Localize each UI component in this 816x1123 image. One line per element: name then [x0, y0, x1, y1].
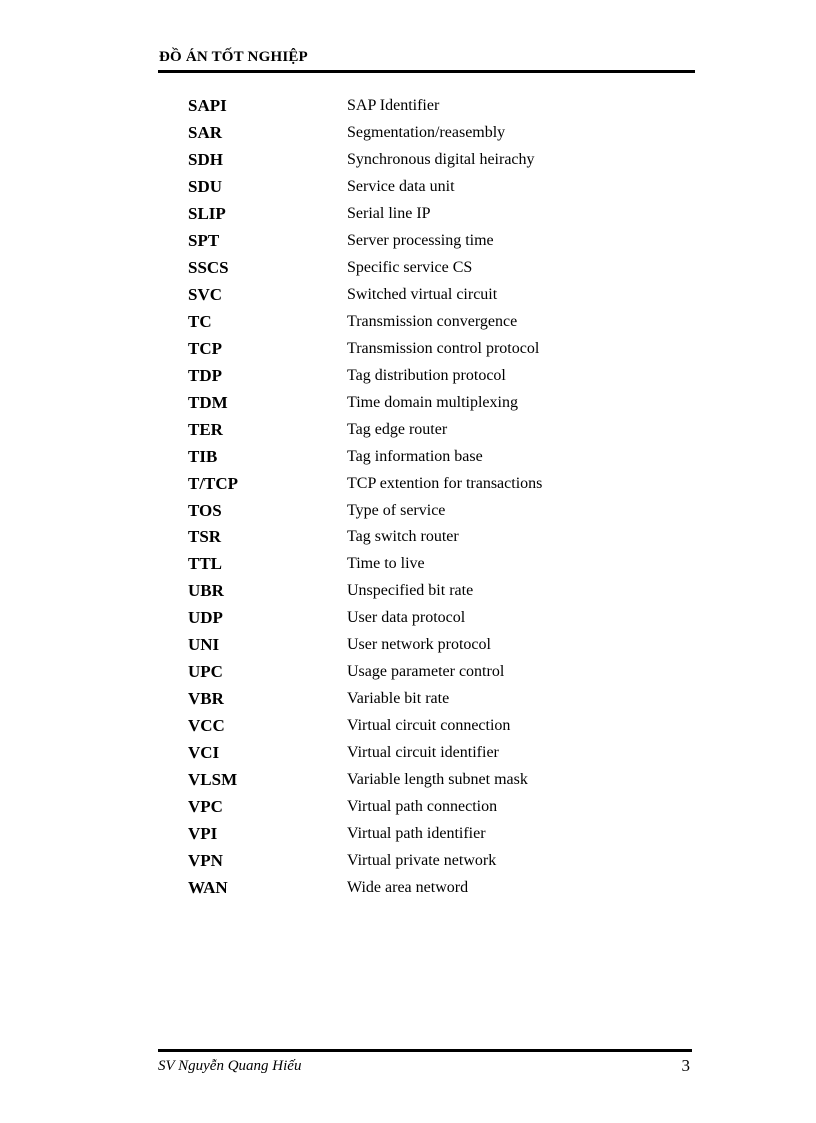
abbreviation-row [188, 632, 608, 659]
abbreviation-term: VBR [188, 689, 224, 709]
abbreviation-row [188, 686, 608, 713]
abbreviation-term: TOS [188, 500, 222, 520]
abbreviation-definition: Virtual circuit identifier [347, 743, 499, 761]
page-header [158, 48, 695, 73]
abbreviation-definition: Service data unit [347, 178, 455, 196]
abbreviation-row [188, 713, 608, 740]
abbreviation-definition: Tag edge router [347, 420, 448, 438]
abbreviation-row [188, 443, 608, 470]
abbreviation-row [188, 766, 608, 793]
abbreviation-term: SSCS [188, 258, 229, 278]
abbreviation-row [188, 389, 608, 416]
abbreviation-row [188, 120, 608, 147]
abbreviation-row [188, 255, 608, 282]
page-number: 3 [681, 1056, 690, 1075]
abbreviation-term: TTL [188, 554, 223, 574]
abbreviation-row [188, 228, 608, 255]
abbreviation-row [188, 174, 608, 201]
abbreviation-row [188, 847, 608, 874]
abbreviation-definition: Virtual path identifier [347, 824, 486, 842]
page-footer [158, 1049, 692, 1082]
abbreviation-row [188, 578, 608, 605]
abbreviation-term: SVC [188, 285, 223, 305]
abbreviation-list [188, 93, 608, 901]
abbreviation-definition: Unspecified bit rate [347, 582, 474, 600]
abbreviation-row [188, 659, 608, 686]
abbreviation-row [188, 740, 608, 767]
abbreviation-row [188, 362, 608, 389]
abbreviation-definition: Transmission control protocol [347, 339, 540, 357]
abbreviation-row [188, 335, 608, 362]
abbreviation-row [188, 416, 608, 443]
abbreviation-definition: Tag distribution protocol [347, 366, 506, 384]
abbreviation-term: WAN [188, 877, 228, 897]
abbreviation-term: TDP [188, 365, 222, 385]
abbreviation-term: TCP [188, 338, 222, 358]
abbreviation-term: VLSM [188, 769, 238, 789]
abbreviation-row [188, 605, 608, 632]
abbreviation-row [188, 309, 608, 336]
abbreviation-term: VCC [188, 716, 225, 736]
abbreviation-row [188, 282, 608, 309]
abbreviation-row [188, 551, 608, 578]
abbreviation-row [188, 93, 608, 120]
abbreviation-definition: Virtual circuit connection [347, 717, 511, 735]
abbreviation-term: UDP [188, 608, 223, 628]
header-title: ĐỒ ÁN TỐT NGHIỆP [159, 49, 308, 65]
abbreviation-definition: TCP extention for transactions [347, 474, 543, 492]
abbreviation-definition: Switched virtual circuit [347, 286, 498, 304]
abbreviation-term: SLIP [188, 204, 226, 224]
abbreviation-term: TDM [188, 392, 228, 412]
abbreviation-definition: Synchronous digital heirachy [347, 151, 535, 169]
abbreviation-definition: User data protocol [347, 609, 466, 627]
abbreviation-definition: Variable bit rate [347, 690, 450, 708]
abbreviation-definition: Specific service CS [347, 259, 473, 277]
abbreviation-term: VPN [188, 850, 223, 870]
abbreviation-definition: Time domain multiplexing [347, 393, 518, 411]
abbreviation-definition: Virtual path connection [347, 797, 498, 815]
abbreviation-definition: Time to live [347, 555, 425, 573]
abbreviation-term: SDH [188, 150, 223, 170]
abbreviation-definition: User network protocol [347, 636, 491, 654]
abbreviation-row [188, 793, 608, 820]
abbreviation-term: T/TCP [188, 473, 239, 493]
footer-author: SV Nguyễn Quang Hiếu [158, 1058, 302, 1074]
abbreviation-term: UNI [188, 635, 220, 655]
abbreviation-definition: Segmentation/reasembly [347, 124, 506, 142]
abbreviation-definition: Wide area netword [347, 878, 469, 896]
abbreviation-row [188, 497, 608, 524]
abbreviation-term: TC [188, 311, 212, 331]
abbreviation-definition: Type of service [347, 501, 446, 519]
abbreviation-row [188, 820, 608, 847]
abbreviation-term: VPC [188, 796, 223, 816]
abbreviation-term: TSR [188, 527, 222, 547]
abbreviation-row [188, 524, 608, 551]
abbreviation-definition: SAP Identifier [347, 97, 440, 115]
abbreviation-row [188, 201, 608, 228]
abbreviation-definition: Transmission convergence [347, 312, 518, 330]
abbreviation-definition: Serial line IP [347, 205, 431, 223]
abbreviation-definition: Usage parameter control [347, 663, 505, 681]
abbreviation-row [188, 874, 608, 901]
abbreviation-definition: Tag switch router [347, 528, 459, 546]
abbreviation-term: SAR [188, 123, 223, 143]
abbreviation-row [188, 470, 608, 497]
abbreviation-term: VPI [188, 823, 218, 843]
abbreviation-term: TIB [188, 446, 218, 466]
abbreviation-term: UBR [188, 581, 224, 601]
abbreviation-definition: Tag information base [347, 447, 483, 465]
abbreviation-term: TER [188, 419, 223, 439]
abbreviation-definition: Server processing time [347, 232, 494, 250]
abbreviation-term: UPC [188, 662, 223, 682]
abbreviation-definition: Virtual private network [347, 851, 497, 869]
abbreviation-row [188, 147, 608, 174]
abbreviation-term: SAPI [188, 96, 227, 116]
abbreviation-definition: Variable length subnet mask [347, 770, 528, 788]
abbreviation-term: SPT [188, 231, 220, 251]
abbreviation-term: VCI [188, 742, 220, 762]
abbreviation-term: SDU [188, 177, 223, 197]
